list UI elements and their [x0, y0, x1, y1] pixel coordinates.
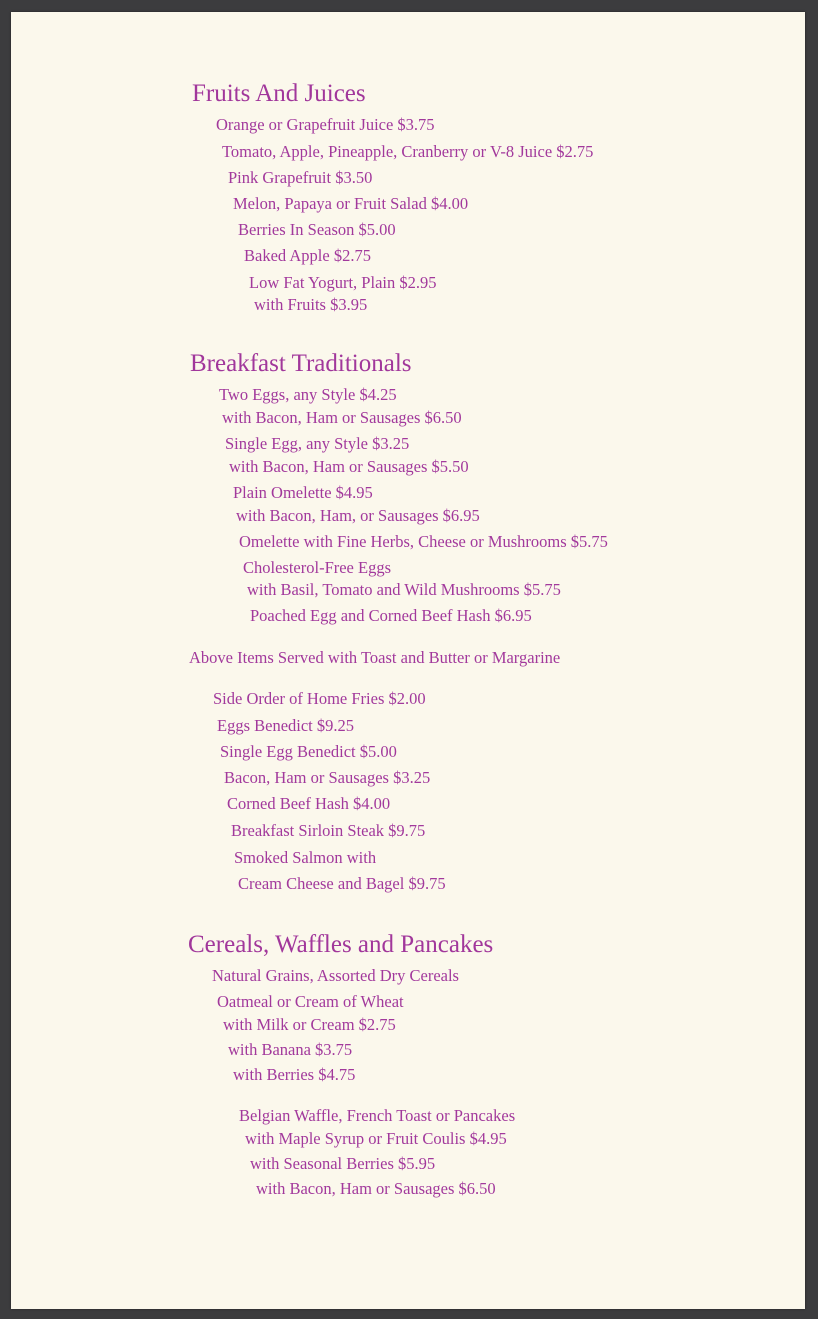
menu-page — [11, 12, 805, 1309]
section-heading-breakfast-traditionals: Breakfast Traditionals — [190, 350, 412, 377]
menu-item-sub: with Bacon, Ham or Sausages $5.50 — [229, 457, 469, 476]
menu-item-sub: with Maple Syrup or Fruit Coulis $4.95 — [245, 1129, 507, 1148]
menu-item: Pink Grapefruit $3.50 — [228, 168, 373, 187]
menu-item: Belgian Waffle, French Toast or Pancakes — [239, 1106, 516, 1125]
menu-item-sub: with Fruits $3.95 — [254, 295, 368, 314]
menu-item: Side Order of Home Fries $2.00 — [213, 689, 426, 708]
menu-item: Melon, Papaya or Fruit Salad $4.00 — [233, 194, 469, 213]
menu-item-sub: with Bacon, Ham or Sausages $6.50 — [256, 1179, 496, 1198]
menu-item: Omelette with Fine Herbs, Cheese or Mushrooms $5.75 — [239, 532, 608, 551]
menu-item-sub: with Bacon, Ham, or Sausages $6.95 — [236, 506, 480, 525]
menu-item: Baked Apple $2.75 — [244, 246, 371, 265]
section-heading-cereals-waffles-pancakes: Cereals, Waffles and Pancakes — [188, 931, 494, 958]
menu-item: Corned Beef Hash $4.00 — [227, 794, 391, 813]
menu-item: Tomato, Apple, Pineapple, Cranberry or V-8 Juice $2.75 — [222, 142, 594, 161]
menu-item-sub: with Seasonal Berries $5.95 — [250, 1154, 436, 1173]
menu-item-sub: with Milk or Cream $2.75 — [223, 1015, 396, 1034]
menu-item-sub: with Berries $4.75 — [233, 1065, 356, 1084]
menu-item: Two Eggs, any Style $4.25 — [219, 385, 397, 404]
menu-item-sub: with Banana $3.75 — [228, 1040, 353, 1059]
menu-item: Natural Grains, Assorted Dry Cereals — [212, 966, 459, 985]
serving-note: Above Items Served with Toast and Butter or Margarine — [189, 648, 561, 667]
menu-item: Smoked Salmon with — [234, 848, 377, 867]
menu-item: Single Egg Benedict $5.00 — [220, 742, 397, 761]
menu-item: Eggs Benedict $9.25 — [217, 716, 355, 735]
menu-item: Oatmeal or Cream of Wheat — [217, 992, 404, 1011]
menu-item: Low Fat Yogurt, Plain $2.95 — [249, 273, 437, 292]
menu-item: Single Egg, any Style $3.25 — [225, 434, 410, 453]
menu-item: Berries In Season $5.00 — [238, 220, 396, 239]
menu-item-sub: with Basil, Tomato and Wild Mushrooms $5.75 — [247, 580, 561, 599]
menu-item: Bacon, Ham or Sausages $3.25 — [224, 768, 431, 787]
menu-item: Cholesterol-Free Eggs — [243, 558, 392, 577]
menu-item: Breakfast Sirloin Steak $9.75 — [231, 821, 426, 840]
section-heading-fruits-and-juices: Fruits And Juices — [192, 80, 366, 107]
menu-item: Poached Egg and Corned Beef Hash $6.95 — [250, 606, 532, 625]
menu-item: Plain Omelette $4.95 — [233, 483, 373, 502]
menu-item-sub: with Bacon, Ham or Sausages $6.50 — [222, 408, 462, 427]
menu-item: Orange or Grapefruit Juice $3.75 — [216, 115, 435, 134]
menu-item-sub: Cream Cheese and Bagel $9.75 — [238, 874, 446, 893]
